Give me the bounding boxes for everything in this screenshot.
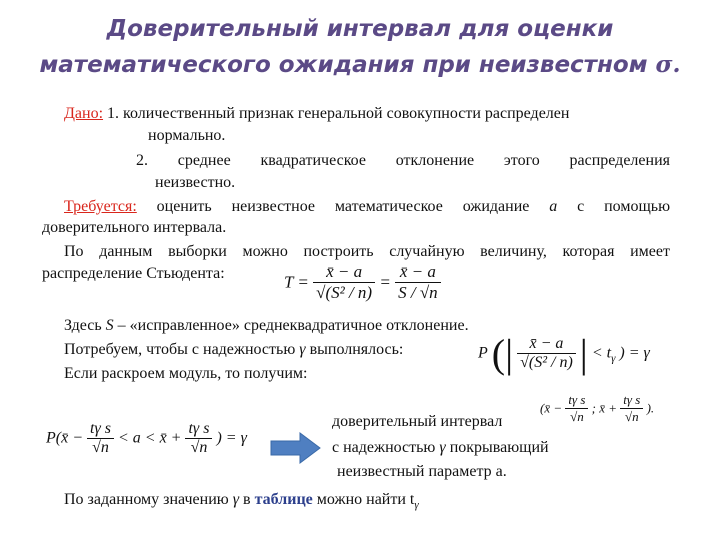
formula-p2-mid: < a < x̄ + [117,429,182,447]
formula-interval-frac2 [620,392,643,425]
formula-p1-sub: γ [611,352,616,365]
var-a: a [549,198,558,215]
given-item1a: 1. количественный признак генеральной совокупности распределен [107,105,570,122]
gamma-symbol: γ [299,341,306,358]
formula-t-num2: x̄ − a [395,262,441,283]
formula-interval-den2: √n [625,409,639,424]
formula-interval-frac1 [565,392,588,425]
required-text-b: с помощью [577,198,671,215]
conclusion-line3: неизвестный параметр a. [337,463,507,480]
here-line [64,316,469,336]
final-text-a: По заданному значению [64,491,229,508]
formula-t [284,262,441,303]
formula-t-frac1 [313,262,375,303]
conclusion-gamma: γ [439,439,446,456]
page-title-line2 [0,48,720,82]
reliability-line [64,340,403,360]
final-gamma: γ [232,491,240,508]
student-line1: По данным выборки можно построить случайную величину, которая имеет [64,243,670,260]
formula-interval-open: (x̄ − [540,400,563,416]
formula-p1-rel: < t [591,344,612,362]
conclusion-line1: доверительный интервал [332,413,503,430]
formula-interval-sep: ; x̄ + [591,400,618,416]
given-line1 [64,104,569,124]
conclusion-text-a: с надежностью [332,439,436,456]
formula-p2 [46,420,247,457]
given-item2a: 2. среднее квадратическое отклонение этого распределения [136,152,670,169]
here-text-b: – «исправленное» среднеквадратичное отклонение. [117,317,469,334]
here-text-a: Здесь [64,317,102,334]
var-s: S [105,317,114,334]
open-modulus-line: Если раскроем модуль, то получим: [64,365,308,382]
formula-p2-frac2 [185,420,212,457]
formula-t-num1: x̄ − a [313,262,375,283]
formula-p1-p: P [478,344,488,362]
formula-interval [540,392,654,425]
formula-t-den1: √(S² / n) [316,283,373,302]
given-label: Дано: [64,105,104,122]
formula-t-frac2 [395,262,441,303]
formula-p2-left: P(x̄ − [46,429,83,447]
given-item1b: нормально. [148,127,226,144]
right-arrow-icon [270,432,322,464]
formula-p1-frac [517,335,576,372]
formula-p1-rhs: ) = γ [619,344,650,362]
final-sub: γ [414,499,419,512]
required-line2: доверительного интервала. [42,219,227,236]
formula-interval-num1: tγ s [565,392,588,409]
formula-p2-num2: tγ s [185,420,212,439]
required-text-a: оценить неизвестное математическое ожидание [156,198,530,215]
title-line2-text: математического ожидания при неизвестном [39,52,648,78]
student-line2: распределение Стьюдента: [42,265,225,282]
formula-p2-frac1 [87,420,114,457]
formula-p1-bracket: (| [491,331,514,376]
reliability-text: Потребуем, чтобы с надежностью [64,341,296,358]
table-link[interactable]: таблице [254,491,313,508]
formula-interval-num2: tγ s [620,392,643,409]
formula-interval-den1: √n [570,409,584,424]
formula-t-den2: S / √n [398,283,438,302]
formula-t-lhs: T = [284,272,309,292]
formula-interval-close: ). [646,400,655,416]
final-line [64,490,419,515]
reliability-text-b: выполнялось: [309,341,404,358]
formula-p2-den1: √n [92,439,109,456]
formula-p1-num: x̄ − a [517,335,576,354]
final-text-c: можно найти t [316,491,415,508]
final-text-b: в [243,491,251,508]
formula-p2-num1: tγ s [87,420,114,439]
required-label: Требуется: [64,198,137,215]
required-line1 [64,197,670,217]
given-item2b: неизвестно. [155,174,236,191]
formula-p2-rhs: ) = γ [216,429,247,447]
formula-p2-den2: √n [190,439,208,456]
conclusion-line2 [332,438,549,458]
page-title-line1: Доверительный интервал для оценки [106,16,614,42]
formula-p1-den: √(S² / n) [520,354,573,371]
formula-t-eq: = [379,272,391,292]
conclusion-text-b: покрывающий [449,439,549,456]
formula-p1 [478,330,650,377]
formula-p1-bar: | [579,331,588,376]
sigma-symbol: σ. [655,51,681,78]
